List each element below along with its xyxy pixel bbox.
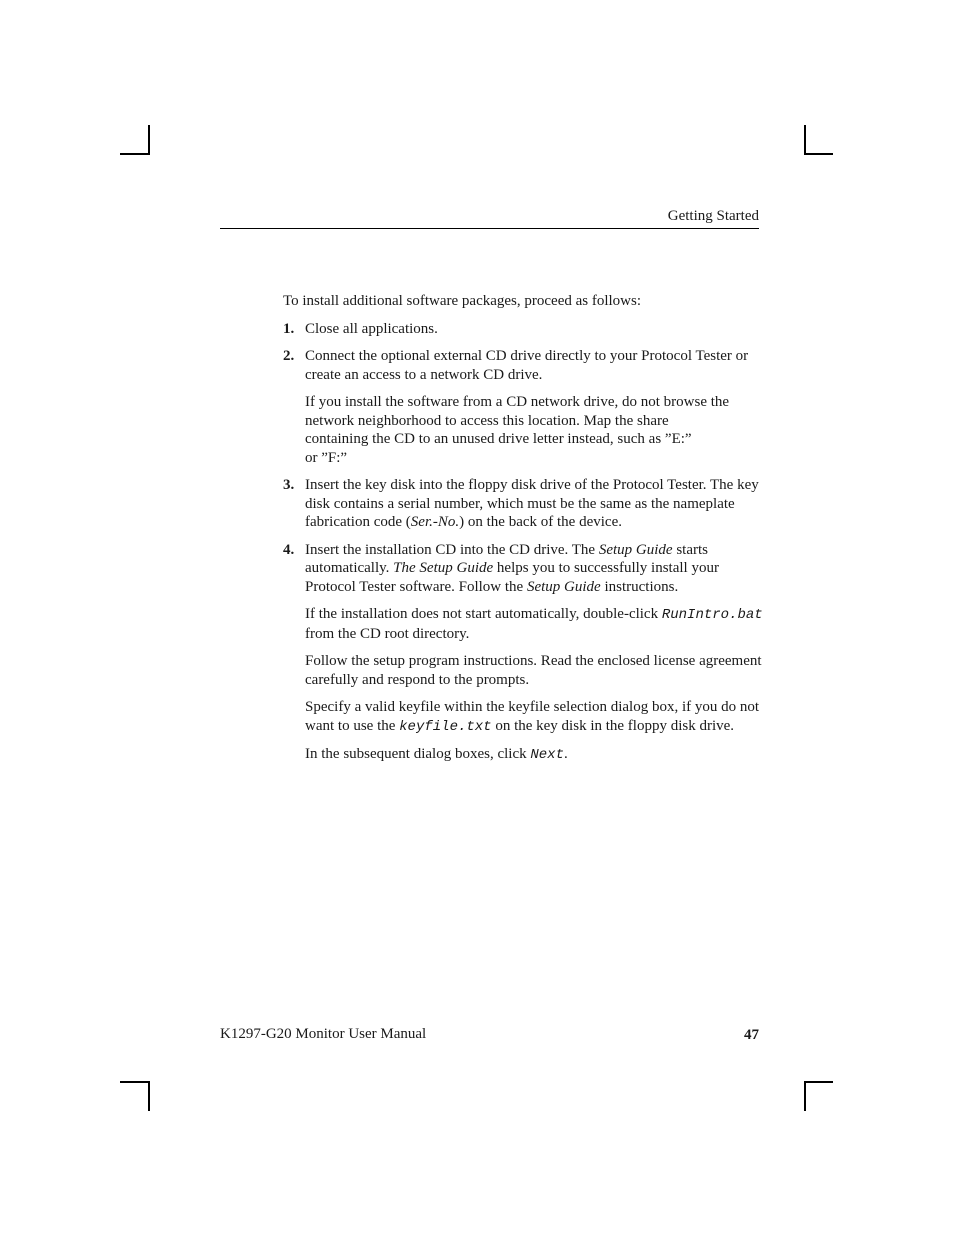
runintro-filename: RunIntro.bat [661, 607, 763, 623]
text-run: If the installation does not start automatically, double-click [305, 606, 662, 622]
step-text: Connect the optional external CD drive directly to your Protocol Tester or create an access to a network CD drive. [305, 348, 749, 383]
text-run: instructions. [600, 578, 679, 595]
setup-guide-term: Setup Guide [598, 541, 673, 558]
crop-mark-bottom-left-h [120, 1081, 150, 1083]
crop-mark-bottom-right-h [804, 1081, 833, 1083]
note-line: containing the CD to an unused drive letter instead, such as ”E:” [305, 431, 692, 447]
text-run: Insert the key disk into the floppy disk drive of the Protocol Tester. The key disk contains a serial number, which must be the same as the nameplate fabrication code ( [305, 477, 759, 530]
step-text [305, 477, 759, 530]
next-paragraph [283, 745, 763, 765]
crop-mark-top-right-v [804, 125, 806, 155]
note-line: or ”F:” [305, 449, 348, 466]
step-2 [283, 347, 763, 384]
step-number: 2. [283, 348, 295, 364]
step-1 [283, 320, 763, 339]
step-number: 3. [283, 477, 295, 493]
text-run: . [563, 746, 568, 762]
text-run: ) on the back of the device. [459, 514, 622, 530]
crop-mark-top-left-h [120, 153, 150, 155]
setup-guide-term: Setup Guide [526, 578, 601, 595]
page-body [283, 292, 763, 774]
step-4 [283, 541, 763, 597]
text-run: from the CD root directory. [305, 625, 470, 642]
text-run: In the subsequent dialog boxes, click [305, 746, 531, 762]
step-text: Close all applications. [305, 320, 438, 337]
keyfile-paragraph [283, 698, 763, 736]
keyfile-filename: keyfile.txt [399, 718, 492, 735]
next-button-label: Next [530, 747, 564, 763]
crop-mark-top-left-v [148, 125, 150, 155]
note-line: If you install the software from a CD network drive, do not browse the [305, 394, 730, 410]
step-2-note [283, 393, 763, 467]
running-header: Getting Started [667, 208, 759, 224]
crop-mark-top-right-h [804, 153, 833, 155]
step-number: 4. [283, 541, 295, 558]
step-number: 1. [283, 320, 295, 337]
text-run: Insert the installation CD into the CD drive. The [305, 541, 599, 558]
step-text [305, 542, 719, 595]
text-run: on the key disk in the floppy disk drive. [491, 717, 735, 734]
intro-paragraph: To install additional software packages, proceed as follows: [283, 293, 642, 309]
step-3 [283, 476, 763, 532]
page-number: 47 [744, 1027, 759, 1043]
license-paragraph: Follow the setup program instructions. Read the enclosed license agreement carefully and respond to the prompts. [305, 653, 762, 688]
serial-number-label: Ser.-No. [410, 514, 460, 530]
crop-mark-bottom-right-v [804, 1081, 806, 1111]
text-run: helps you to successfully install your Protocol Tester software. Follow the [305, 560, 719, 595]
note-line: network neighborhood to access this location. Map the share [305, 412, 669, 429]
runintro-paragraph [283, 605, 763, 643]
footer-manual-title: K1297-G20 Monitor User Manual [220, 1026, 427, 1042]
setup-guide-term: The Setup Guide [393, 560, 494, 576]
header-rule [220, 228, 759, 229]
crop-mark-bottom-left-v [148, 1081, 150, 1111]
text-run: Specify a valid keyfile within the keyfile selection dialog box, if you do not want to use the [305, 699, 760, 734]
text-run: starts automatically. [305, 541, 708, 576]
